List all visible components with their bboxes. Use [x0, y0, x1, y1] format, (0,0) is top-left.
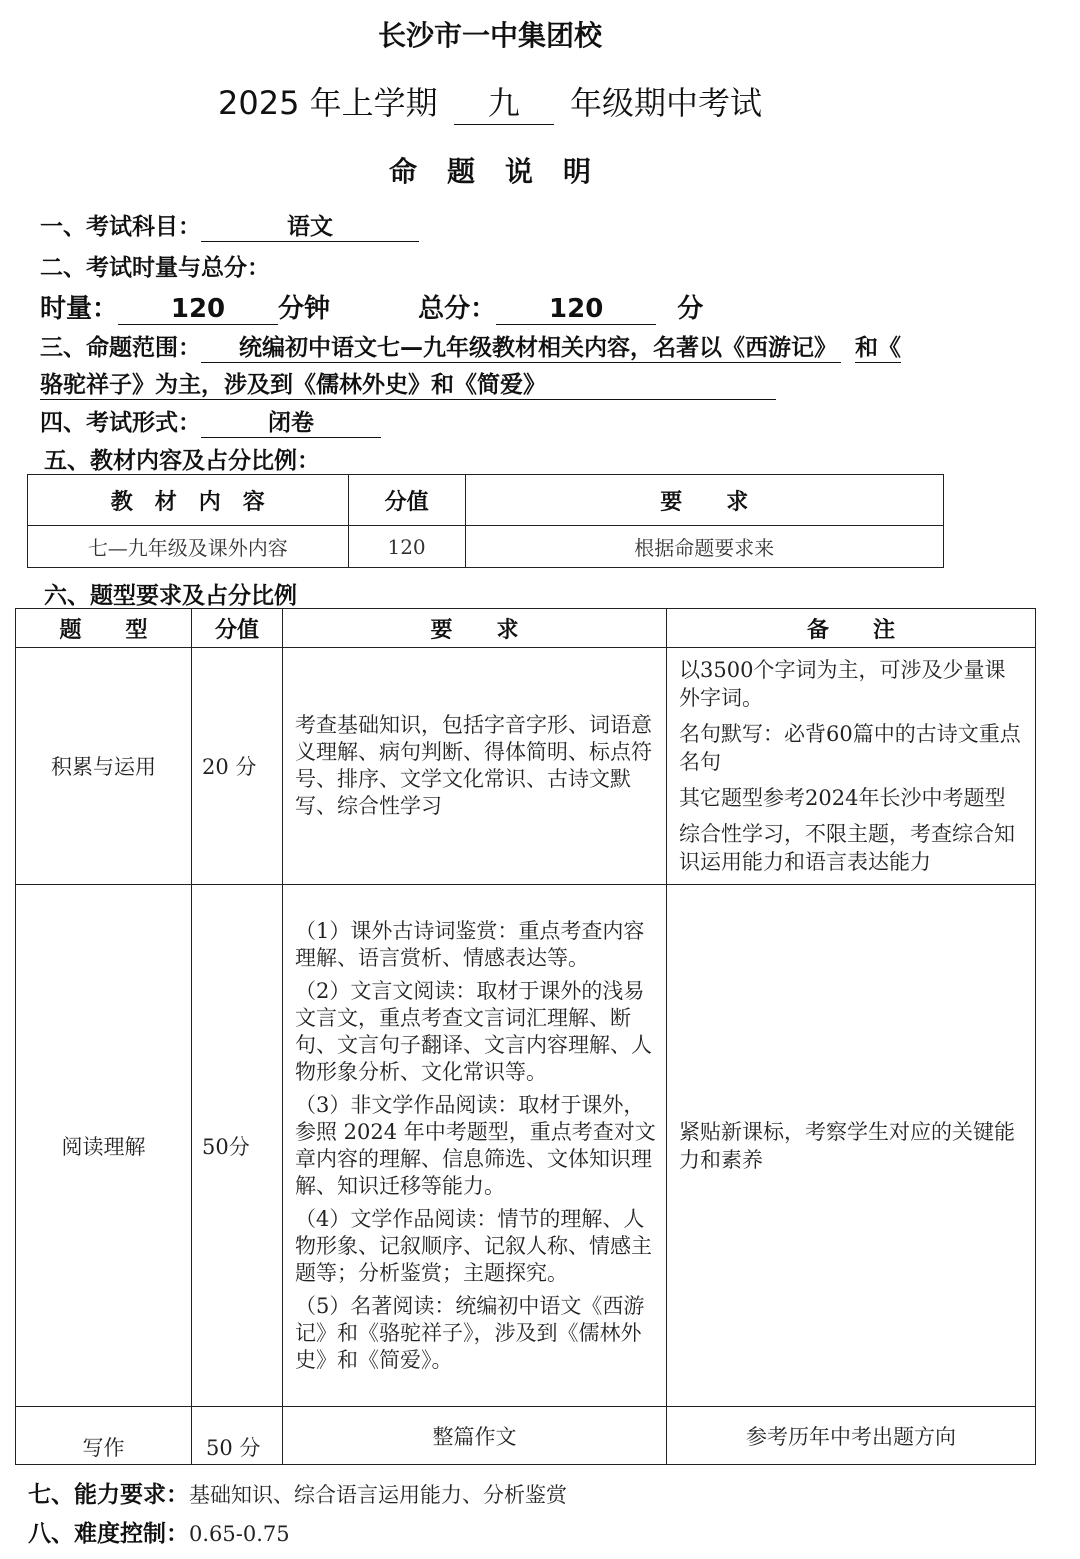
requirement-item: （4）文学作品阅读：情节的理解、人物形象、记叙顺序、记叙人称、情感主题等；分析鉴赏；主题探究。 — [295, 1206, 652, 1285]
format-label: 四、考试形式： — [40, 410, 201, 436]
difficulty-label: 八、难度控制： — [28, 1521, 189, 1547]
requirement-cell: 考查基础知识，包括字音字形、词语意义理解、病句判断、得体简明、标点符号、排序、文学文化常识、古诗文默写、综合性学习 — [283, 648, 667, 885]
scope-value-1: 统编初中语文七—九年级教材相关内容，名著以《西游记》 — [201, 329, 841, 363]
question-types-table — [15, 608, 1036, 1465]
total-unit: 分 — [677, 294, 704, 324]
score-cell: 20 分 — [192, 648, 283, 885]
types-header-type: 题 型 — [16, 609, 192, 648]
table-row — [28, 526, 944, 568]
content-table-header — [28, 475, 944, 526]
scope-value-1b: 和《 — [855, 329, 901, 363]
table-row — [16, 885, 1036, 1407]
content-header-material: 教 材 内 容 — [28, 475, 349, 526]
note-item: 以3500个字词为主，可涉及少量课外字词。 — [679, 658, 1006, 710]
content-table — [27, 474, 944, 568]
types-heading: 六、题型要求及占分比例 — [44, 583, 297, 609]
content-cell-score: 120 — [348, 526, 465, 568]
requirement-item: （2）文言文阅读：取材于课外的浅易文言文，重点考查文言词汇理解、断句、文言句子翻译、文言内容理解、人物形象分析、文化常识等。 — [295, 978, 652, 1084]
requirement-item: （1）课外古诗词鉴赏：重点考查内容理解、语言赏析、情感表达等。 — [295, 918, 645, 970]
exam-title-prefix: 2025 年上学期 — [218, 84, 438, 122]
types-header-score: 分值 — [192, 609, 283, 648]
table-row — [16, 648, 1036, 885]
content-cell-material: 七—九年级及课外内容 — [28, 526, 349, 568]
notes-cell: 参考历年中考出题方向 — [667, 1407, 1036, 1465]
note-item: 其它题型参考2024年长沙中考题型 — [679, 786, 1006, 810]
type-cell: 写作 — [16, 1407, 192, 1465]
ability-line — [28, 1476, 567, 1509]
format-line — [40, 404, 381, 438]
note-item: 名句默写：必背60篇中的古诗文重点名句 — [679, 722, 1021, 774]
notes-cell — [667, 648, 1036, 885]
grade-value: 九 — [454, 78, 554, 125]
content-header-requirement: 要 求 — [465, 475, 943, 526]
subject-line — [40, 208, 419, 242]
scope-label: 三、命题范围： — [40, 335, 201, 361]
subject-value: 语文 — [201, 208, 419, 242]
time-score-line — [40, 288, 703, 325]
duration-heading: 二、考试时量与总分： — [40, 255, 270, 281]
requirement-cell — [283, 885, 667, 1407]
scope-line-1 — [40, 329, 901, 363]
content-header-score: 分值 — [348, 475, 465, 526]
exam-title — [0, 78, 980, 125]
notes-cell: 紧贴新课标，考察学生对应的关键能力和素养 — [667, 885, 1036, 1407]
time-label: 时量： — [40, 294, 119, 324]
types-table-header — [16, 609, 1036, 648]
requirement-cell: 整篇作文 — [283, 1407, 667, 1465]
content-cell-requirement: 根据命题要求来 — [465, 526, 943, 568]
subject-label: 一、考试科目： — [40, 214, 201, 240]
content-heading: 五、教材内容及占分比例： — [44, 448, 320, 474]
total-label: 总分： — [418, 294, 497, 324]
type-cell: 阅读理解 — [16, 885, 192, 1407]
types-header-notes: 备 注 — [667, 609, 1036, 648]
requirement-item: （3）非文学作品阅读：取材于课外，参照 2024 年中考题型，重点考查对文章内容的理解、信息筛选、文体知识理解、知识迁移等能力。 — [295, 1092, 656, 1198]
difficulty-line — [28, 1515, 290, 1548]
table-row — [16, 1407, 1036, 1465]
exam-title-suffix: 年级期中考试 — [569, 84, 762, 122]
score-cell: 50 分 — [192, 1407, 283, 1465]
format-value: 闭卷 — [201, 404, 381, 438]
score-cell: 50分 — [192, 885, 283, 1407]
document-heading: 命题说明 — [388, 155, 621, 188]
school-name: 长沙市一中集团校 — [377, 19, 602, 52]
ability-value: 基础知识、综合语言运用能力、分析鉴赏 — [189, 1483, 567, 1507]
type-cell: 积累与运用 — [16, 648, 192, 885]
ability-label: 七、能力要求： — [28, 1482, 189, 1508]
note-item: 综合性学习，不限主题，考查综合知识运用能力和语言表达能力 — [679, 822, 1015, 874]
time-value: 120 — [118, 294, 278, 325]
time-unit: 分钟 — [278, 294, 331, 324]
scope-line-2 — [40, 366, 776, 400]
requirement-item: （5）名著阅读：统编初中语文《西游记》和《骆驼祥子》，涉及到《儒林外史》和《简爱》。 — [295, 1293, 645, 1372]
total-value: 120 — [496, 294, 656, 325]
types-header-requirement: 要 求 — [283, 609, 667, 648]
scope-value-2: 骆驼祥子》为主，涉及到《儒林外史》和《简爱》 — [40, 366, 776, 400]
difficulty-value: 0.65-0.75 — [189, 1522, 290, 1546]
